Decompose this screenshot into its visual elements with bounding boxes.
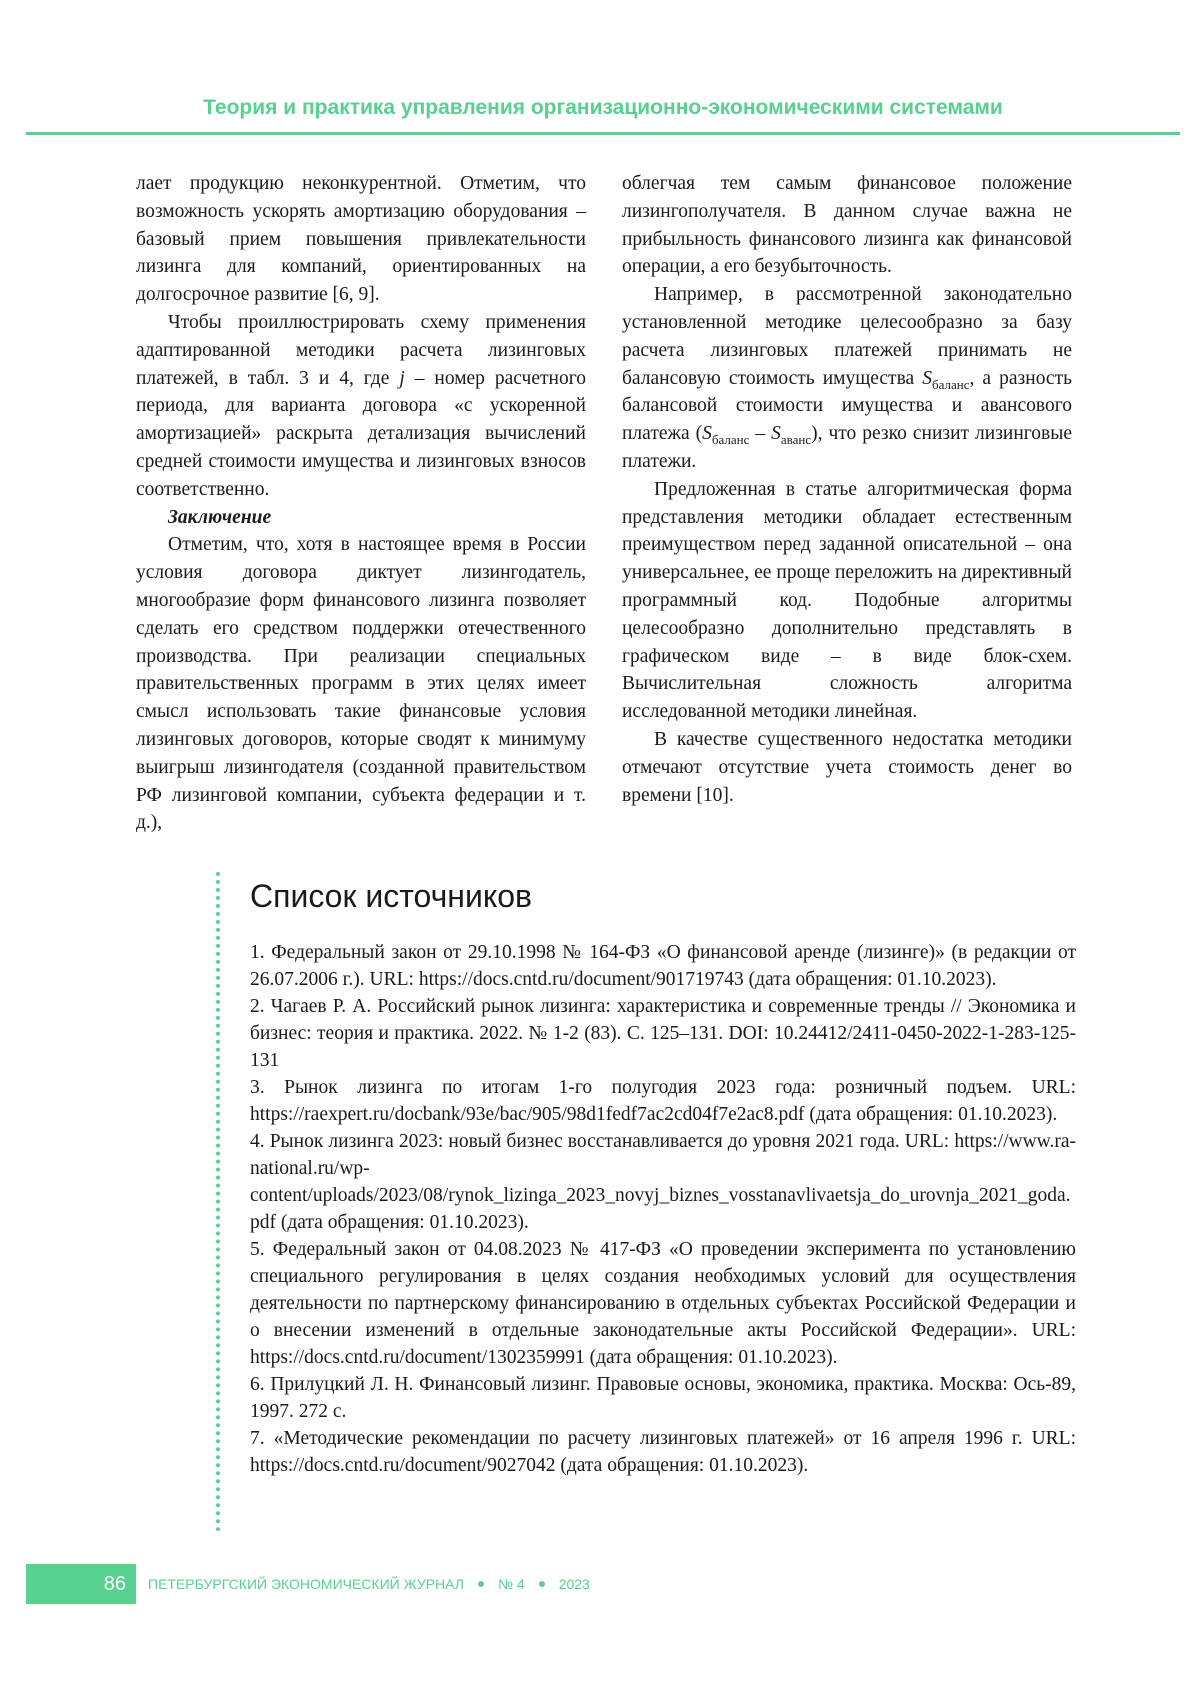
journal-name: ПЕТЕРБУРГСКИЙ ЭКОНОМИЧЕСКИЙ ЖУРНАЛ — [148, 1576, 464, 1592]
issue-number: № 4 — [498, 1576, 525, 1592]
body-columns — [136, 170, 1072, 837]
page-number: 86 — [26, 1564, 136, 1604]
page-footer — [26, 1564, 926, 1604]
paragraph: облегчая тем самым финансовое положение лизингополучателя. В данном случае важна не прибыльность финансового лизинга как финансовой операции, а его безубыточность. — [622, 173, 1072, 278]
paragraph: лает продукцию неконкурентной. Отметим, что возможность ускорять амортизацию оборудования – базовый прием повышения привлекательности лизинга для компаний, ориентированных на долгосрочное развитие [6, 9]. — [136, 173, 586, 306]
symbol-s: S — [922, 367, 932, 389]
right-column — [622, 170, 1072, 837]
text-run: ), что резко снизит лизинговые платежи. — [622, 423, 1072, 472]
paragraph — [622, 281, 1072, 476]
reference-item: 5. Федеральный закон от 04.08.2023 № 417-ФЗ «О проведении эксперимента по установлению специального регулирования в целях создания необходимых условий для осуществления деятельности по партнерскому финансированию в отдельных субъектах Российской Федерации и о внесении изменений в отдельные законодательные акты Российской Федерации». URL: https://docs.cntd.ru/document/1302359991 (дата обращения: 01.10.2023). — [250, 1239, 1076, 1368]
section-heading: Заключение — [168, 506, 272, 528]
subscript-balans: баланс — [932, 376, 970, 392]
text-run: Например, в рассмотренной законодательно установленной методике целесообразно за базу расчета лизинговых платежей принимать не балансовую стоимость имущества — [622, 284, 1072, 389]
reference-item: 1. Федеральный закон от 29.10.1998 № 164-ФЗ «О финансовой аренде (лизинге)» (в редакции от 26.07.2006 г.). URL: https://docs.cntd.ru/document/901719743 (дата обращения: 01.10.2023). — [250, 942, 1076, 990]
text-run: , а разность балансовой стоимости имущества и авансового платежа ( — [622, 367, 1072, 445]
paragraph: Предложенная в статье алгоритмическая форма представления методики обладает естественным преимуществом перед заданной описательной – она универсальнее, ее проще переложить на директивный программный код. Подобные алгоритмы целесообразно дополнительно представлять в графическом виде – в виде блок-схем. Вычислительная сложность алгоритма исследованной методики линейная. — [622, 478, 1072, 723]
paragraph: Отметим, что, хотя в настоящее время в России условия договора диктует лизингодатель, многообразие форм финансового лизинга позволяет сделать его средством поддержки отечественного производства. При реализации специальных правительственных программ в этих целях имеет смысл использовать такие финансовые условия лизинговых договоров, которые сводят к минимуму выигрыш лизингодателя (созданной правительством РФ лизинговой компании, субъекта федерации и т. д.), — [136, 534, 586, 834]
running-header: Теория и практика управления организационно-экономическими системами — [203, 96, 1003, 119]
reference-item: 3. Рынок лизинга по итогам 1-го полугодия 2023 года: розничный подъем. URL: https://raexpert.ru/docbank/93e/bac/905/98d1fedf7ac2cd04f7e2ac8.pdf (дата обращения: 01.10.2023). — [250, 1077, 1076, 1125]
symbol-s: S — [702, 423, 712, 445]
bullet-dot-icon — [539, 1581, 545, 1587]
subscript-avans: аванс — [780, 432, 812, 448]
text-run: – номер расчетного периода, для варианта договора «с ускоренной амортизацией» раскрыта детализация вычислений средней стоимости имущества и лизинговых взносов соответственно. — [136, 367, 586, 500]
text-run: Чтобы проиллюстрировать схему применения адаптированной методики расчета лизинговых платежей, в табл. 3 и 4, где — [136, 311, 586, 389]
minus-sign: – — [749, 423, 772, 445]
issue-year: 2023 — [558, 1576, 590, 1592]
paragraph — [136, 309, 586, 504]
symbol-s: S — [771, 423, 781, 445]
variable-j: j — [399, 367, 405, 389]
header-divider — [26, 132, 1180, 135]
footer-journal-info — [148, 1576, 590, 1592]
subscript-balans: баланс — [711, 432, 750, 448]
references-title: Список источников — [250, 878, 532, 914]
reference-item: 7. «Методические рекомендации по расчету лизинговых платежей» от 16 апреля 1996 г. URL: https://docs.cntd.ru/document/9027042 (дата обращения: 01.10.2023). — [250, 1428, 1076, 1476]
reference-item: 4. Рынок лизинга 2023: новый бизнес восстанавливается до уровня 2021 года. URL: https://www.ra-national.ru/wp-content/uploads/2023/08/rynok_lizinga_2023_novyj_biznes_vosstanavlivaetsja_do_urovnja_2021_goda.pdf (дата обращения: 01.10.2023). — [250, 1131, 1076, 1233]
left-column — [136, 170, 586, 837]
references-section — [216, 872, 1076, 1532]
paragraph: В качестве существенного недостатка методики отмечают отсутствие учета стоимость денег во времени [10]. — [622, 728, 1072, 806]
bullet-dot-icon — [478, 1581, 484, 1587]
reference-item: 6. Прилуцкий Л. Н. Финансовый лизинг. Правовые основы, экономика, практика. Москва: Ось-89, 1997. 272 с. — [250, 1374, 1076, 1422]
reference-item: 2. Чагаев Р. А. Российский рынок лизинга: характеристика и современные тренды // Экономика и бизнес: теория и практика. 2022. № 1-2 (83). С. 125–131. DOI: 10.24412/2411-0450-2022-1-283-125-131 — [250, 996, 1076, 1071]
